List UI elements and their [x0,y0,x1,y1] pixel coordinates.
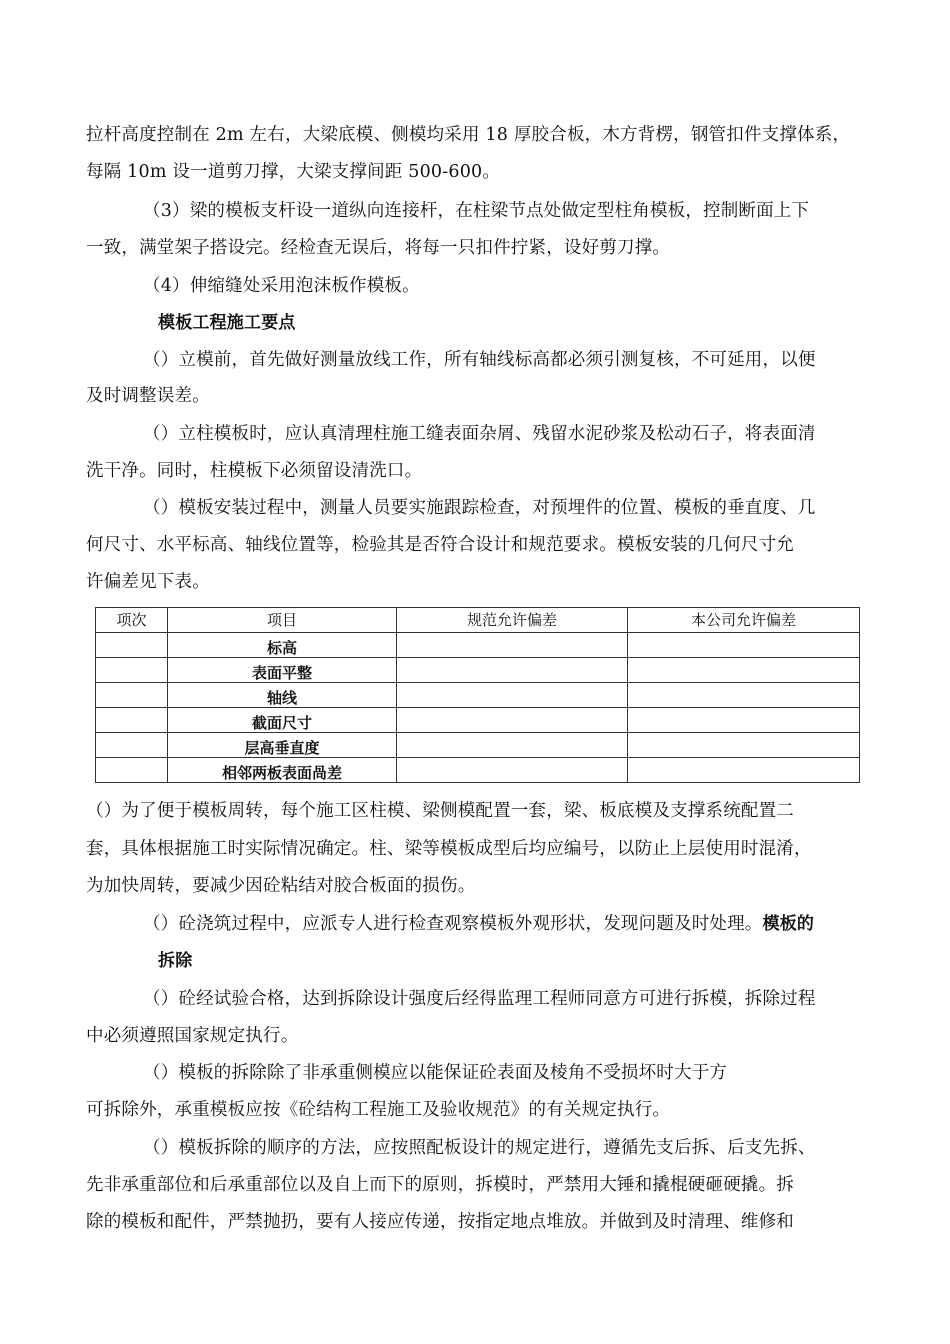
text-line: 何尺寸、水平标高、轴线位置等，检验其是否符合设计和规范要求。模板安装的几何尺寸允 [86,535,794,555]
section-heading: 模板工程施工要点 [158,313,296,333]
header-standard-tolerance: 规范允许偏差 [397,608,628,633]
section-heading: 拆除 [158,951,193,971]
table-header-row [96,608,860,633]
header-company-tolerance: 本公司允许偏差 [628,608,860,633]
text-line: 先非承重部位和后承重部位以及自上而下的原则，拆模时，严禁用大锤和撬棍硬砸硬撬。拆 [86,1175,794,1195]
text-line: 中必须遵照国家规定执行。 [86,1026,299,1046]
text-line: （）砼经试验合格，达到拆除设计强度后经得监理工程师同意方可进行拆模，拆除过程 [143,989,816,1009]
text-line: （）模板安装过程中，测量人员要实施跟踪检查，对预埋件的位置、模板的垂直度、几 [143,498,816,518]
item-cell: 相邻两板表面咼差 [168,758,397,783]
header-index: 项次 [96,608,168,633]
table-row [96,733,860,758]
text-line: （）为了便于模板周转，每个施工区柱模、梁侧模配置一套，梁、板底模及支撑系统配置二 [86,801,794,821]
text-line: 一致，满堂架子搭设完。经检查无误后，将每一只扣件拧紧，设好剪刀撑。 [86,238,671,258]
text-line: （）立模前，首先做好测量放线工作，所有轴线标高都必须引测复核，不可延用，以便 [143,350,816,370]
text-line: （）砼浇筑过程中，应派专人进行检查观察模板外观形状，发现问题及时处理。模板的 [143,914,815,934]
text-line: （）模板的拆除除了非承重侧模应以能保证砼表面及棱角不受损坏时大于方 [143,1063,728,1083]
item-cell: 截面尺寸 [168,708,397,733]
text-line: （）立柱模板时，应认真清理柱施工缝表面杂屑、残留水泥砂浆及松动石子，将表面清 [143,424,816,444]
text-line: （4）伸缩缝处采用泡沫板作模板。 [143,276,420,296]
text-line: 拉杆高度控制在 2m 左右，大梁底模、侧模均采用 18 厚胶合板，木方背楞，钢管扣件支撑体系， [86,125,851,145]
table-row [96,658,860,683]
item-cell: 轴线 [168,683,397,708]
table-row [96,758,860,783]
item-cell: 表面平整 [168,658,397,683]
item-cell: 层高垂直度 [168,733,397,758]
section-heading-start: 模板的 [762,914,815,934]
text-line: 可拆除外，承重模板应按《砼结构工程施工及验收规范》的有关规定执行。 [86,1100,671,1120]
text-line: 套，具体根据施工时实际情况确定。柱、梁等模板成型后均应编号，以防止上层使用时混淆， [86,839,812,859]
item-cell: 标高 [168,633,397,658]
text-line: （3）梁的模板支杆设一道纵向连接杆，在柱梁节点处做定型柱角模板，控制断面上下 [143,201,810,221]
header-item: 项目 [168,608,397,633]
text-line: 洗干净。同时，柱模板下必须留设清洗口。 [86,461,423,481]
text-line: 许偏差见下表。 [86,572,210,592]
table-row [96,683,860,708]
text-line: （）模板拆除的顺序的方法，应按照配板设计的规定进行，遵循先支后拆、后支先拆、 [143,1138,816,1158]
text-line: 每隔 10m 设一道剪刀撑，大梁支撑间距 500-600。 [86,162,501,182]
table-row [96,708,860,733]
text-line: 除的模板和配件，严禁抛扔，要有人接应传递，按指定地点堆放。并做到及时清理、维修和 [86,1212,794,1232]
text-line: 为加快周转，要减少因砼粘结对胶合板面的损伤。 [86,876,476,896]
text-line: 及时调整误差。 [86,386,210,406]
tolerance-table [95,607,860,783]
table-row [96,633,860,658]
